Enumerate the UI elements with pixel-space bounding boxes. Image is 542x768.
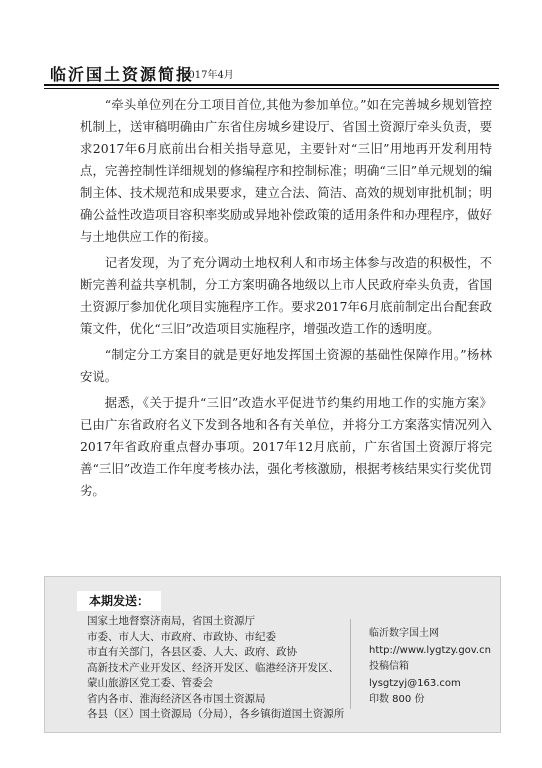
recipient-line: 市委、市人大、市政府、市政协、市纪委 [87,630,276,643]
distribution-box [44,576,501,733]
article-paragraph: 据悉，《关于提升“三旧”改造水平促进节约集约用地工作的实施方案》已由广东省政府名义下发到各地和各有关单位，并将分工方案落实情况列入2017年省政府重点督办事项。2017年12月底前，广东省国土资源厅将完善“三旧”改造工作年度考核办法，强化考核激励，根据考核结果实行奖优罚劣。 [80,395,492,498]
website-name: 临沂数字国土网 [369,628,439,639]
issue-date: 2017年4月 [182,70,234,81]
distribution-label: 本期发送： [77,591,161,611]
recipient-line: 高新技术产业开发区、经济开发区、临港经济开发区、 [87,661,339,674]
header-rule-thin [44,88,499,89]
article-paragraph: “牵头单位列在分工项目首位,其他为参加单位。”如在完善城乡规划管控机制上，送审稿明确由广东省住房城乡建设厅、省国土资源厅牵头负责，要求2017年6月底前出台相关指导意见，主要针对“三旧”用地再开发利用特点，完善控制性详细规划的修编程序和控制标准；明确“三旧”单元规划的编制主体、技术规范和成果要求，建立合法、简洁、高效的规划审批机制；明确公益性改造项目容积率奖励或异地补偿政策的适用条件和办理程序，做好与土地供应工作的衔接。 [80,97,492,244]
publisher-info [369,626,491,709]
recipient-line: 国家土地督察济南局，省国土资源厅 [87,615,255,627]
header-rule-thick [44,84,499,86]
submission-label: 投稿信箱 [369,661,409,672]
recipient-line: 省内各市、淮海经济区各市国土资源局 [87,692,266,705]
newsletter-header [44,62,499,84]
recipient-list [87,614,344,723]
website-url: http://www.lygtzy.gov.cn [369,644,491,656]
article-body [80,94,492,506]
recipient-line: 各县（区）国土资源局（分局），各乡镇街道国土资源所 [87,708,345,720]
recipient-line: 市直有关部门，各县区委、人大、政府、政协 [87,646,297,658]
article-paragraph: 记者发现，为了充分调动土地权利人和市场主体参与改造的积极性，不断完善利益共享机制，分工方案明确各地级以上市人民政府牵头负责，省国土资源厅参加优化项目实施程序工作。要求2017年6月底前制定出台配套政策文件，优化“三旧”改造项目实施程序，增强改造工作的透明度。 [80,255,492,336]
submission-email: lysgtzyj@163.com [369,677,461,689]
print-count: 印数 800 份 [369,694,425,705]
recipient-line: 蒙山旅游区党工委、管委会 [87,677,213,689]
article-paragraph: “制定分工方案目的就是更好地发挥国土资源的基础性保障作用。”杨林安说。 [80,347,492,384]
distribution-divider [350,619,351,709]
newsletter-title: 临沂国土资源简报 [50,65,195,84]
